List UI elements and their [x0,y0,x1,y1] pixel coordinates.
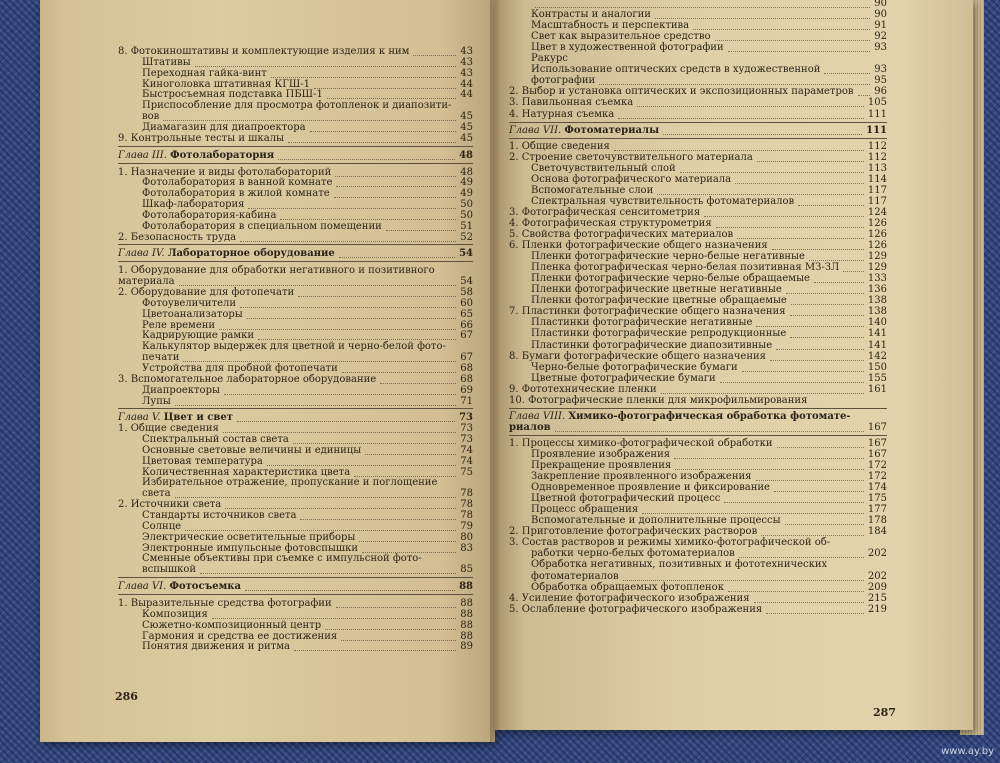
right-page [495,0,973,730]
entry-title: Киноголовка штативная КГШ-1 [142,78,310,90]
page-ref: 50 [460,209,473,221]
page-ref: 117 [867,195,887,207]
page-ref: 184 [867,526,887,538]
entry-title: Пластинки фотографические диапозитивные [531,339,773,351]
page-ref: 142 [867,350,887,362]
page-ref: 73 [460,434,473,446]
dot-leader [599,72,870,85]
page-ref: 45 [460,111,473,123]
chapter-heading [118,581,473,593]
chapter-title: Цвет и свет [163,412,233,424]
entry-title: печати [142,352,180,364]
page-ref: 48 [460,166,473,178]
page-ref: 117 [867,184,887,196]
page-ref: 111 [866,124,887,136]
entry-title: Фотолаборатория-кабина [142,209,277,221]
entry-title: 2. Источники света [118,499,222,511]
page-ref: 73 [460,423,473,435]
page-ref: 174 [867,482,887,494]
page-ref: 49 [460,177,473,189]
page-ref: 150 [867,361,887,373]
entry-title: Пленка фотографическая черно-белая позитивная МЗ-ЗЛ [531,262,840,274]
entry-title: 2. Строение светочувствительного материала [509,151,753,163]
page-ref: 51 [460,220,473,232]
page-ref: 141 [867,339,887,351]
chapter-title: Химико-фотографическая обработка фотомате- [568,410,851,422]
entry-title: Прекращение проявления [531,460,672,471]
toc-entry [509,395,887,407]
entry-title: Закрепление проявленного изображения [531,471,752,483]
toc-entry [509,422,887,434]
entry-title: Шкаф-лаборатория [142,199,245,211]
right-toc [495,0,973,730]
page-ref: 172 [867,460,887,471]
entry-title: 2. Приготовление фотографических растворов [509,526,758,538]
page-ref: 129 [867,262,887,274]
entry-title: Цвет в художественной фотографии [531,42,724,54]
section-rule [118,261,473,262]
dot-leader [245,578,455,591]
page-ref: 50 [460,199,473,211]
entry-title: вспышкой [142,564,197,576]
page-ref: 78 [460,488,473,500]
page-ref: 93 [874,64,887,76]
page-ref: 88 [460,630,473,642]
entry-title: Основа фотографического материала [531,173,732,185]
page-ref: 105 [867,97,887,109]
dot-leader [288,130,456,143]
toc-entry [142,396,473,408]
page-ref: 138 [867,306,887,318]
page-ref: 43 [460,56,473,68]
entry-title: Солнце [142,520,182,532]
entry-title: Кадрирующие рамки [142,330,255,342]
entry-title: Основные световые величины и единицы [142,444,362,456]
dot-leader [739,545,864,558]
page-ref: 71 [460,395,473,407]
page-ref: 140 [867,317,887,329]
page-ref: 112 [867,140,887,152]
page-ref: 167 [867,448,887,460]
entry-title: 1. Назначение и виды фотолабораторий [118,166,332,178]
dot-leader [661,381,864,394]
entry-title: Диамагазин для диапроектора [142,121,306,133]
entry-title: Пластинки фотографические репродукционные [531,328,787,340]
entry-title: Пленки фотографические цветные негативные [531,284,782,296]
page-ref: 44 [460,78,473,90]
toc-entry [509,604,887,616]
dot-leader [766,601,864,614]
entry-title: 2. Безопасность труда [118,231,237,243]
page-ref: 92 [874,31,887,43]
entry-title: Процесс обращения [531,504,639,516]
entry-title: Понятия движения и ритма [142,641,290,653]
entry-title: Калькулятор выдержек для цветной и черно-белой фото- [142,341,446,353]
entry-title: Спектральный состав света [142,434,289,446]
entry-title: Цветной фотографический процесс [531,493,721,505]
dot-leader [618,106,864,119]
entry-title: Свет как выразительное средство [531,31,711,43]
page-ref: 74 [460,444,473,456]
page-ref: 54 [460,276,473,288]
entry-title: Устройства для пробной фотопечати [142,362,338,374]
page-ref: 96 [874,86,887,98]
entry-title: Обработка обращаемых фотопленок [531,581,724,593]
entry-title: Фотолаборатория в специальном помещении [142,220,382,232]
entry-title: Количественная характеристика цвета [142,466,351,478]
entry-title: Вспомогательные и дополнительные процессы [531,515,781,527]
entry-title [118,248,335,260]
page-ref: 65 [460,308,473,320]
dot-leader [200,561,456,574]
entry-title: Пластинки фотографические негативные [531,317,753,329]
dot-leader [362,540,456,553]
page-ref: 74 [460,455,473,467]
page-ref: 43 [460,46,473,57]
entry-title: 6. Пленки фотографические общего назначения [509,240,768,252]
page-ref: 202 [867,570,887,582]
page-ref: 89 [460,641,473,653]
page-ref: 60 [460,297,473,309]
page-ref: 126 [867,240,887,252]
page-ref: 48 [459,149,473,161]
page-ref: 66 [460,319,473,331]
toc-entry [118,232,473,244]
dot-leader [339,245,455,258]
entry-title: Гармония и средства ее достижения [142,630,338,642]
entry-title: 8. Бумаги фотографические общего назначения [509,350,766,362]
entry-title: 4. Усиление фотографического изображения [509,592,750,604]
entry-title: Штативы [142,56,191,68]
right-page-number: 287 [873,706,896,719]
dot-leader [354,464,456,477]
page-ref: 209 [867,581,887,593]
page-ref: 79 [460,520,473,532]
entry-title: Черно-белые фотографические бумаги [531,361,738,373]
entry-title: Обработка негативных, позитивных и фототехнических [531,559,828,571]
entry-title: Цветовая температура [142,455,263,467]
page-ref: 78 [460,510,473,521]
page-ref: 95 [874,75,887,87]
chapter-label: Глава III. [118,149,171,161]
entry-title: 1. Оборудование для обработки негативного и позитивного [118,265,435,277]
entry-title: фотографии [531,75,596,87]
dot-leader [240,229,456,242]
entry-title: 3. Состав растворов и режимы химико-фотографической об- [509,537,831,549]
entry-title: Диапроекторы [142,384,220,396]
entry-title [509,125,659,137]
entry-title: 4. Фотографическая структурометрия [509,217,712,229]
chapter-label: Глава VIII. [509,410,569,422]
page-ref: 44 [460,89,473,101]
entry-title [118,581,241,593]
page-ref: 67 [460,352,473,364]
page-ref: 167 [867,437,887,449]
page-ref: 90 [874,9,887,21]
dot-leader [555,419,864,432]
entry-title: Контрасты и аналогии [531,9,651,21]
entry-title: Переходная гайка-винт [142,67,267,79]
entry-title: Использование оптических средств в художественной [531,64,821,76]
entry-title: Избирательное отражение, пропускание и поглощение [142,477,438,489]
page-ref: 93 [874,42,887,54]
page-ref: 68 [460,373,473,385]
entry-title: 3. Вспомогательное лабораторное оборудование [118,373,377,385]
entry-title: риалов [509,421,551,433]
page-ref: 91 [874,20,887,32]
page-ref: 80 [460,531,473,543]
left-page-number: 286 [115,690,138,703]
chapter-title: Лабораторное оборудование [167,248,335,260]
page-ref: 138 [867,295,887,307]
entry-title: материала [118,276,175,288]
entry-title: Фотолаборатория в жилой комнате [142,188,330,200]
entry-title: Ракурс [531,53,568,65]
page-ref: 172 [867,471,887,483]
page-ref: 75 [460,466,473,478]
entry-title: Проявление изображения [531,448,671,460]
dot-leader [175,393,456,406]
dot-leader [761,523,864,536]
entry-title: Фотоувеличители [142,297,237,309]
book-gutter [490,0,500,742]
page-ref: 113 [867,162,887,174]
page-ref: 68 [460,362,473,374]
entry-title: Пленки фотографические черно-белые обращаемые [531,273,810,285]
entry-title: Композиция [142,608,208,620]
page-ref: 114 [867,173,887,185]
page-ref: 175 [867,493,887,505]
page-ref: 90 [874,0,887,9]
entry-title: 7. Пластинки фотографические общего назначения [509,306,786,318]
section-rule [509,408,887,409]
chapter-heading [118,248,473,260]
chapter-label: Глава V. [118,412,164,424]
entry-title: Пленки фотографические черно-белые негативные [531,251,805,263]
entry-title: 1. Процессы химико-фотографической обработки [509,437,773,449]
page-ref: 88 [459,581,473,593]
page-ref: 167 [867,421,887,433]
chapter-heading [118,150,473,162]
entry-title: Спектральная чувствительность фотоматериалов [531,195,795,207]
page-ref: 88 [460,597,473,609]
page-ref: 67 [460,330,473,342]
entry-title: Электрические осветительные приборы [142,531,356,543]
entry-title: работки черно-белых фотоматериалов [531,548,735,560]
entry-title: 5. Свойства фотографических материалов [509,229,734,240]
page-ref: 126 [867,217,887,229]
page-ref: 43 [460,67,473,79]
page-ref: 69 [460,384,473,396]
chapter-title: Фотосъемка [169,581,241,593]
chapter-label: Глава IV. [118,248,168,260]
page-ref: 124 [867,206,887,218]
entry-title: вов [142,111,160,123]
entry-title: 5. Ослабление фотографического изображения [509,603,763,615]
page-ref: 49 [460,188,473,200]
page-ref: 88 [460,619,473,631]
page-ref: 129 [867,251,887,263]
entry-title: Стандарты источников света [142,510,297,521]
page-ref: 215 [867,592,887,604]
page-ref: 78 [460,499,473,511]
page-ref: 111 [867,108,887,120]
entry-title: Сюжетно-композиционный центр [142,619,322,631]
page-ref: 202 [867,548,887,560]
chapter-heading [509,125,887,137]
entry-title: Фотолаборатория в ванной комнате [142,177,333,189]
chapter-title: Фотолаборатория [170,149,275,161]
entry-title: 1. Общие сведения [509,140,610,152]
toc-entry [142,564,473,576]
entry-title: 3. Фотографическая сенситометрия [509,206,701,218]
page-ref: 88 [460,608,473,620]
page-ref: 219 [867,603,887,615]
entry-title: Масштабность и перспектива [531,20,690,32]
page-ref: 177 [867,504,887,516]
entry-title: 1. Общие сведения [118,423,219,435]
page-ref: 126 [867,229,887,240]
page-ref: 178 [867,515,887,527]
left-toc [40,0,495,742]
entry-title: 2. Выбор и установка оптических и экспозиционных параметров [509,86,854,98]
entry-title: Приспособление для просмотра фотопленок и диапозити- [142,100,452,112]
page-ref: 45 [460,132,473,144]
entry-title: 3. Павильонная съемка [509,97,634,109]
entry-title: Реле времени [142,319,216,331]
page-ref: 83 [460,542,473,554]
entry-title: Быстросъемная подставка ПБШ-1 [142,89,323,101]
entry-title: Электронные импульсные фотовспышки [142,542,359,554]
entry-title: 1. Выразительные средства фотографии [118,597,332,609]
entry-title: 9. Контрольные тесты и шкалы [118,132,285,144]
page-ref: 45 [460,121,473,133]
chapter-label: Глава VI. [118,581,170,593]
entry-title: фотоматериалов [531,570,619,582]
toc-entry [142,641,473,653]
entry-title: 2. Оборудование для фотопечати [118,287,295,298]
watermark: www.ay.by [941,746,994,757]
dot-leader [728,39,871,52]
chapter-title: Фотоматериалы [564,124,660,136]
entry-title: Цветные фотографические бумаги [531,372,716,384]
page-ref: 52 [460,231,473,243]
page-ref: 54 [459,248,473,260]
entry-title: Пленки фотографические цветные обращаемые [531,295,787,307]
entry-title: 4. Натурная съемка [509,108,615,120]
page-ref: 85 [460,564,473,576]
dot-leader [278,147,455,160]
entry-title [118,150,274,162]
page-ref: 155 [867,372,887,384]
entry-title: света [142,488,171,500]
entry-title: Лупы [142,395,171,407]
entry-title: Сменные объективы при съемке с импульсной фото- [142,553,422,565]
dot-leader [294,638,456,651]
toc-entry [118,133,473,145]
page-ref: 161 [867,383,887,395]
page-ref: 136 [867,284,887,296]
page-ref: 141 [867,328,887,340]
entry-title: Вспомогательные слои [531,184,654,196]
dot-leader [327,86,456,99]
toc-entry [509,109,887,121]
entry-title: Одновременное проявление и фиксирование [531,482,770,494]
dot-leader [663,122,862,135]
entry-title: 10. Фотографические пленки для микрофильмирования [509,394,808,406]
left-page [40,0,495,742]
dot-leader [258,327,456,340]
page-ref: 58 [460,287,473,298]
entry-title: Цветоанализаторы [142,308,243,320]
page-ref: 73 [459,412,473,424]
entry-title: Светочувствительный слой [531,162,676,174]
chapter-label: Глава VII. [509,124,565,136]
page-ref: 112 [867,151,887,163]
page-ref: 133 [867,273,887,285]
entry-title: 9. Фототехнические пленки [509,383,657,395]
entry-title: 8. Фотокиноштативы и комплектующие изделия к ним [118,46,410,57]
